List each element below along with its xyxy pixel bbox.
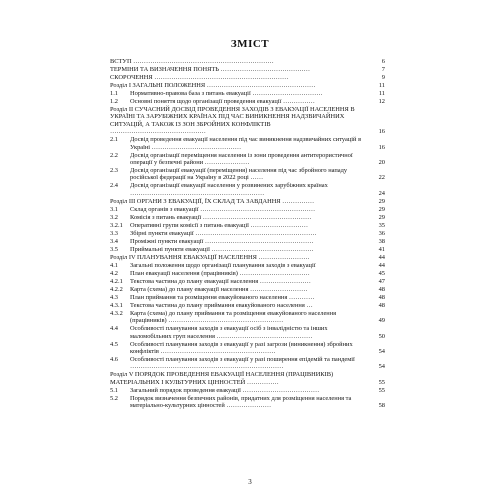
- toc-entry-page: 11: [378, 90, 385, 97]
- toc-entry-title: Особливості планування заходів з евакуації у разі поширення епідемій та пандемії ………………………………………………………………: [130, 356, 355, 371]
- toc-entry-number: 3.2.1: [110, 221, 123, 229]
- toc-entry-title: ВСТУП …………………………………………………………: [110, 58, 274, 65]
- toc-entry-number: 4.6: [110, 356, 118, 364]
- toc-entry-title: Текстова частина до плану приймання евакуйованого населення …: [130, 301, 313, 309]
- toc-entry-title: Розділ V ПОРЯДОК ПРОВЕДЕННЯ ЕВАКУАЦІЇ НАСЕЛЕННЯ (ПРАЦІВНИКІВ) МАТЕРІАЛЬНИХ І КУЛЬТУРНИХ ЦІННОСТЕЙ ……………: [110, 371, 334, 386]
- toc-entry-title: Склад органів з евакуації ………………………………………………: [130, 205, 316, 213]
- toc-entry-number: 3.5: [110, 245, 118, 253]
- toc-entry-page: 29: [378, 197, 385, 205]
- toc-entry-page: 35: [378, 221, 385, 229]
- toc-entry-number: 3.4: [110, 237, 118, 245]
- toc-entry-title: Приймальні пункти евакуації …………………………………………: [130, 245, 314, 253]
- toc-entry: [110, 387, 385, 394]
- toc-entry-page: 38: [378, 237, 385, 245]
- toc-entry-page: 55: [378, 378, 385, 386]
- toc-entry-page: 54: [378, 348, 385, 356]
- toc-entry: [110, 278, 385, 285]
- toc-entry-page: 24: [378, 189, 385, 197]
- toc-entry-number: 1.2: [110, 98, 118, 105]
- toc-entry: [110, 395, 385, 410]
- toc-entry: [110, 58, 385, 65]
- toc-entry-title: Розділ І ЗАГАЛЬНІ ПОЛОЖЕННЯ ……………………………………………: [110, 82, 316, 89]
- toc-entry-title: Розділ ІІІ ОРГАНИ З ЕВАКУАЦІЇ, ЇХ СКЛАД ТА ЗАВДАННЯ ……………: [110, 197, 315, 205]
- toc-entry-number: 4.1: [110, 261, 118, 269]
- toc-entry: [110, 325, 385, 340]
- toc-entry: [110, 341, 385, 356]
- toc-entry-number: 2.4: [110, 182, 118, 190]
- toc-entry: [110, 270, 385, 277]
- toc-entry-number: 2.1: [110, 136, 118, 144]
- toc-section-entry: [110, 82, 385, 89]
- toc-entry-number: 4.3: [110, 293, 118, 301]
- toc-entry: [110, 262, 385, 269]
- toc-entry-number: 5.1: [110, 386, 118, 394]
- toc-entry: [110, 206, 385, 213]
- toc-entry-page: 44: [378, 253, 385, 261]
- toc-entry-page: 54: [378, 363, 385, 371]
- toc-entry-page: 49: [378, 317, 385, 325]
- toc-entry-page: 41: [378, 245, 385, 253]
- toc-entry: [110, 152, 385, 167]
- page-title: ЗМІСТ: [230, 38, 270, 50]
- toc-entry-number: 3.3: [110, 229, 118, 237]
- toc-entry-number: 4.2: [110, 269, 118, 277]
- toc-entry-title: Особливості планування заходів з евакуації осіб з інвалідністю та інших маломобільних груп населення ………………………………………: [130, 325, 328, 340]
- toc-entry-page: 58: [378, 402, 385, 410]
- toc-section-entry: [110, 198, 385, 205]
- toc-entry-page: 16: [378, 128, 385, 136]
- toc-entry: [110, 74, 385, 81]
- toc-entry-number: 4.2.1: [110, 277, 123, 285]
- toc-entry: [110, 182, 385, 197]
- toc-entry-page: 22: [378, 174, 385, 182]
- toc-entry: [110, 90, 385, 97]
- toc-entry-number: 4.5: [110, 340, 118, 348]
- toc-entry-page: 45: [378, 269, 385, 277]
- toc-entry-title: Розділ ІІ СУЧАСНИЙ ДОСВІД ПРОВЕДЕННЯ ЗАХОДІВ З ЕВАКУАЦІЇ НАСЕЛЕННЯ В УКРАЇНІ ТА ЗАРУБІЖНИХ КРАЇНАХ ПІД ЧАС ВИНИКНЕННЯ НАДЗВИЧАЙНИХ СИТУАЦІЙ, А ТАКОЖ ІЗ ЗОН ЗБРОЙНИХ КОНФЛІКТІВ ………………………………………: [110, 106, 355, 136]
- toc-entry-title: Досвід організації переміщення населення із зони проведення антитерористичної операції у безпечні райони …………………: [130, 151, 353, 167]
- toc-entry-page: 20: [378, 159, 385, 167]
- toc-entry-title: ТЕРМІНИ ТА ВИЗНАЧЕННЯ ПОНЯТЬ ……………………………………: [110, 66, 311, 73]
- toc-entry-number: 4.2.2: [110, 285, 123, 293]
- toc-entry-page: 11: [378, 82, 385, 89]
- toc-entry-page: 48: [378, 285, 385, 293]
- toc-entry: [110, 310, 385, 325]
- toc-entry-title: Досвід організації евакуації (переміщення) населення під час збройного нападу російської федерації на Україну в 2022 році ……: [130, 167, 348, 182]
- toc-entry-title: Досвід організації евакуації населення у розвинених зарубіжних країнах ………………………………………………………: [130, 182, 328, 197]
- table-of-contents: [110, 58, 385, 410]
- toc-section-entry: [110, 106, 385, 136]
- toc-entry-page: 12: [378, 98, 385, 105]
- toc-entry: [110, 294, 385, 301]
- toc-entry-title: Розділ IV ПЛАНУВАННЯ ЕВАКУАЦІЇ НАСЕЛЕННЯ ……………………: [110, 253, 310, 261]
- page-number: 3: [248, 478, 252, 486]
- toc-entry-page: 6: [381, 58, 385, 65]
- toc-entry-number: 4.3.2: [110, 309, 123, 317]
- toc-entry-number: 1.1: [110, 90, 118, 97]
- toc-entry: [110, 98, 385, 105]
- toc-entry-page: 29: [378, 213, 385, 221]
- toc-entry-number: 5.2: [110, 394, 118, 402]
- toc-entry: [110, 167, 385, 182]
- toc-entry-title: Карта (схема) до плану евакуації населення ………………………: [130, 285, 308, 293]
- toc-entry-page: 29: [378, 205, 385, 213]
- toc-entry-number: 3.1: [110, 205, 118, 213]
- toc-entry-page: 44: [378, 261, 385, 269]
- toc-entry-title: Досвід проведення евакуації населення під час виникнення надзвичайних ситуацій в Україні ……………………………………: [130, 136, 362, 151]
- toc-entry: [110, 238, 385, 245]
- toc-entry-page: 48: [378, 301, 385, 309]
- toc-entry: [110, 136, 385, 151]
- toc-entry-title: Карта (схема) до плану приймання та розміщення евакуйованого населення (працівників) ………………………………………………: [130, 309, 337, 325]
- toc-entry-page: 55: [378, 386, 385, 394]
- toc-entry-title: Загальні положення щодо організації планування заходів з евакуації: [130, 261, 316, 269]
- toc-entry-title: Оперативні групи комісії з питань евакуації ………………………: [130, 221, 309, 229]
- toc-entry: [110, 286, 385, 293]
- toc-entry-title: Комісія з питань евакуації ……………………………………………: [130, 213, 312, 221]
- toc-entry-page: 50: [378, 332, 385, 340]
- toc-entry-number: 4.4: [110, 325, 118, 333]
- toc-entry: [110, 222, 385, 229]
- toc-entry-page: 36: [378, 229, 385, 237]
- toc-entry: [110, 246, 385, 253]
- toc-entry-title: Особливості планування заходів з евакуації у разі загрози (виникнення) збройних конфліктів ………………………………………………: [130, 340, 353, 356]
- toc-entry-title: СКОРОЧЕННЯ ………………………………………………………: [110, 74, 289, 81]
- toc-entry-number: 2.2: [110, 151, 118, 159]
- toc-entry-title: План евакуації населення (працівників) ……………………………: [130, 269, 310, 277]
- toc-entry-title: Порядок визначення безпечних районів, придатних для розміщення населення та матеріально-культурних цінностей …………………: [130, 394, 352, 410]
- toc-entry-title: План приймання та розміщення евакуйованого населення …………: [130, 293, 315, 301]
- toc-entry: [110, 356, 385, 371]
- toc-entry-number: 2.3: [110, 167, 118, 175]
- toc-entry-number: 3.2: [110, 213, 118, 221]
- toc-section-entry: [110, 371, 385, 386]
- toc-entry-page: 47: [378, 277, 385, 285]
- toc-entry-number: 4.3.1: [110, 301, 123, 309]
- toc-entry: [110, 214, 385, 221]
- toc-entry-page: 16: [378, 143, 385, 151]
- toc-entry-title: Текстова частина до плану евакуації населення ……………………: [130, 277, 311, 285]
- toc-entry-title: Загальний порядок проведення евакуації ………………………………: [130, 386, 320, 394]
- toc-entry-title: Проміжні пункти евакуації ……………………………………………: [130, 237, 314, 245]
- toc-entry-page: 9: [381, 74, 385, 81]
- toc-entry-page: 48: [378, 293, 385, 301]
- toc-entry-title: Нормативно-правова база з питань евакуації ……………………………: [130, 90, 323, 97]
- toc-entry: [110, 66, 385, 73]
- toc-entry: [110, 230, 385, 237]
- toc-entry: [110, 302, 385, 309]
- toc-entry-title: Основні поняття щодо організації проведення евакуації ……………: [130, 98, 315, 105]
- toc-section-entry: [110, 254, 385, 261]
- toc-entry-page: 7: [381, 66, 385, 73]
- toc-entry-title: Збірні пункти евакуації …………………………………………………: [130, 229, 317, 237]
